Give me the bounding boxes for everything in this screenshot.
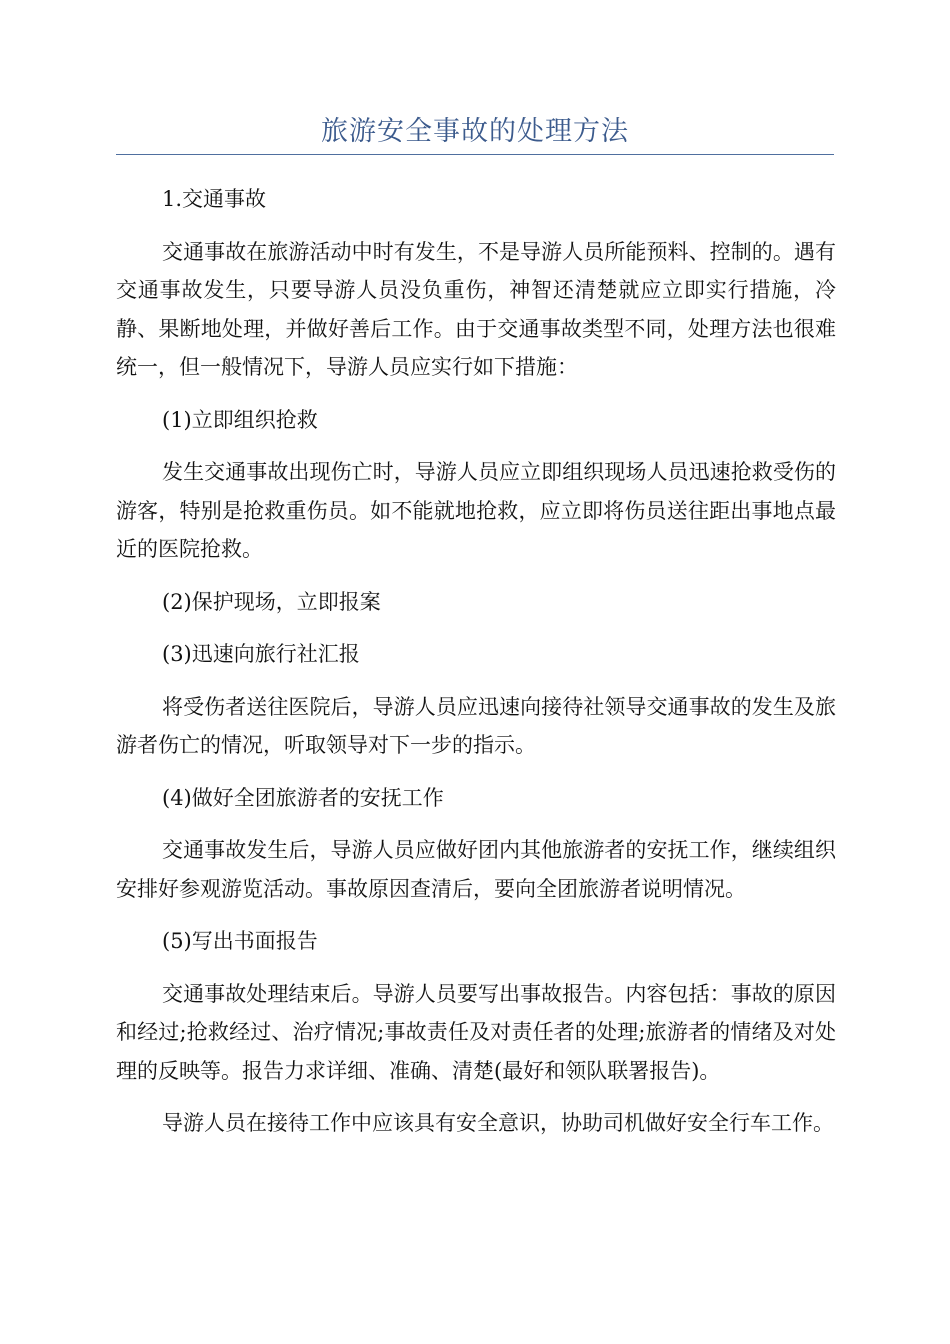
paragraph-report-agency: 将受伤者送往医院后，导游人员应迅速向接待社领导交通事故的发生及旅游者伤亡的情况，听取领导对下一步的指示。 xyxy=(116,694,836,757)
paragraph-safety-awareness: 导游人员在接待工作中应该具有安全意识，协助司机做好安全行车工作。 xyxy=(162,1111,834,1135)
paragraph-intro: 交通事故在旅游活动中时有发生，不是导游人员所能预料、控制的。遇有交通事故发生，只要导游人员没负重伤，神智还清楚就应立即实行措施，冷静、果断地处理，并做好善后工作。由于交通事故类型不同，处理方法也很难统一，但一般情况下，导游人员应实行如下措施： xyxy=(116,239,836,379)
document-body xyxy=(116,180,836,1157)
paragraph-written-report: 交通事故处理结束后。导游人员要写出事故报告。内容包括：事故的原因和经过;抢救经过、治疗情况;事故责任及对责任者的处理;旅游者的情绪及对处理的反映等。报告力求详细、准确、清楚(最好和领队联署报告)。 xyxy=(116,981,836,1083)
paragraph-rescue: 发生交通事故出现伤亡时，导游人员应立即组织现场人员迅速抢救受伤的游客，特别是抢救重伤员。如不能就地抢救，应立即将伤员送往距出事地点最近的医院抢救。 xyxy=(116,460,836,561)
document-title: 旅游安全事故的处理方法 xyxy=(321,116,629,147)
section-heading-traffic-accident: 1.交通事故 xyxy=(162,187,267,211)
step-heading-rescue: (1)立即组织抢救 xyxy=(162,407,318,432)
step-heading-written-report: (5)写出书面报告 xyxy=(162,929,318,953)
step-heading-report-agency: (3)迅速向旅行社汇报 xyxy=(162,642,360,666)
paragraph-comfort: 交通事故发生后，导游人员应做好团内其他旅游者的安抚工作，继续组织安排好参观游览活动。事故原因查清后，要向全团旅游者说明情况。 xyxy=(116,838,836,901)
title-underline xyxy=(116,154,834,155)
step-heading-comfort: (4)做好全团旅游者的安抚工作 xyxy=(162,785,444,810)
step-heading-protect-scene: (2)保护现场，立即报案 xyxy=(162,589,381,614)
